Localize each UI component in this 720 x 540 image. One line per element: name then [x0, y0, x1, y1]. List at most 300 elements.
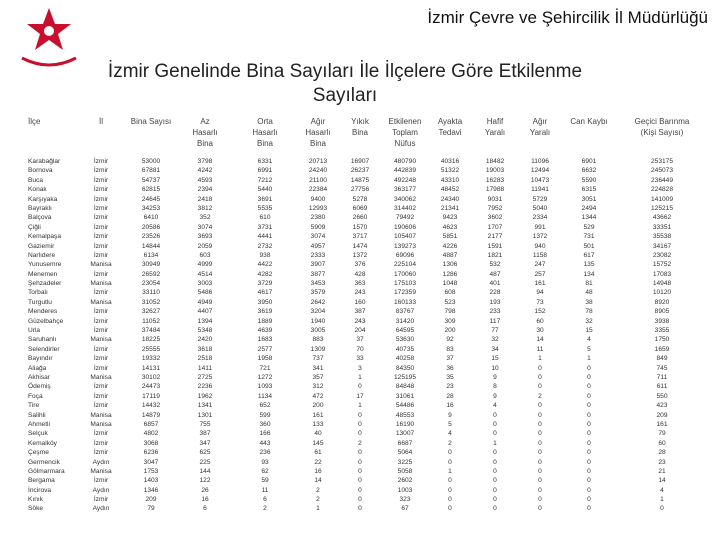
table-cell: 0 — [587, 439, 591, 447]
table-cell: 15 — [491, 355, 499, 363]
table-cell: 0 — [448, 486, 452, 494]
table-cell: 1707 — [487, 223, 503, 231]
table-row — [0, 213, 720, 222]
table-cell: 1821 — [487, 251, 503, 259]
table-cell: 190606 — [393, 223, 416, 231]
table-cell: 1341 — [197, 402, 213, 410]
table-row — [0, 364, 720, 373]
table-cell: 27756 — [350, 186, 370, 194]
table-cell: 36 — [446, 364, 454, 372]
table-row — [0, 448, 720, 457]
table-cell: 18225 — [141, 336, 161, 344]
table-cell: 16 — [446, 402, 454, 410]
table-cell: 2 — [538, 392, 542, 400]
table-cell: 247 — [534, 261, 546, 269]
table-cell: 60 — [536, 317, 544, 325]
table-cell: 347 — [199, 439, 211, 447]
table-cell: 3051 — [581, 195, 597, 203]
table-cell: 0 — [538, 496, 542, 504]
table-cell: İzmir — [93, 345, 109, 353]
table-cell: 0 — [358, 458, 362, 466]
table-cell: 0 — [493, 486, 497, 494]
table-cell: 323 — [399, 496, 411, 504]
table-cell: 0 — [358, 411, 362, 419]
table-cell: 1372 — [532, 233, 548, 241]
table-cell: İzmir — [93, 176, 109, 184]
table-cell: Karşıyaka — [28, 195, 58, 203]
table-cell: 1570 — [352, 223, 368, 231]
table-cell: 53000 — [141, 158, 161, 165]
table-cell: Manisa — [90, 298, 112, 306]
table-row — [0, 326, 720, 335]
table-cell: 16283 — [485, 176, 505, 184]
table-cell: 314402 — [393, 204, 416, 212]
table-cell: Bornova — [28, 167, 53, 175]
table-cell: Söke — [28, 505, 44, 513]
table-cell: 161 — [656, 420, 668, 428]
table-cell: 423 — [656, 402, 668, 410]
table-cell: 2420 — [197, 336, 213, 344]
table-cell: 0 — [587, 420, 591, 428]
table-cell: 1889 — [257, 317, 273, 325]
column-header: Bina Sayısı — [130, 117, 172, 126]
table-cell: 3731 — [257, 223, 273, 231]
table-cell: 20713 — [308, 158, 328, 165]
table-cell: İzmir — [93, 270, 109, 278]
table-cell: 31420 — [395, 317, 415, 325]
table-cell: 1403 — [143, 477, 159, 485]
table-cell: 79492 — [395, 214, 415, 222]
table-cell: 2059 — [197, 242, 213, 250]
table-cell: 341 — [312, 364, 324, 372]
table-cell: 428 — [354, 270, 366, 278]
table-cell: Saruhanlı — [28, 336, 57, 344]
table-cell: 652 — [259, 402, 271, 410]
table-row — [0, 176, 720, 185]
table-cell: 312 — [312, 383, 324, 391]
table-cell: 8920 — [654, 298, 670, 306]
table-cell: 5909 — [310, 223, 326, 231]
table-cell: 443 — [259, 439, 271, 447]
table-cell: 938 — [259, 251, 271, 259]
table-cell: 3691 — [257, 195, 273, 203]
table-cell: İzmir — [93, 233, 109, 241]
table-cell: 3619 — [257, 308, 273, 316]
table-cell: 62 — [261, 467, 269, 475]
table-cell: 166 — [259, 430, 271, 438]
table-cell: İzmir — [93, 308, 109, 316]
table-cell: 2660 — [352, 214, 368, 222]
table-cell: 3 — [358, 364, 362, 372]
table-cell: 152 — [534, 308, 546, 316]
table-cell: İzmir — [93, 449, 109, 457]
table-cell: 1474 — [352, 242, 368, 250]
table-row — [0, 458, 720, 467]
column-header: Hafif Yaralı — [484, 117, 506, 137]
table-cell: 139273 — [393, 242, 416, 250]
table-cell: 3579 — [310, 289, 326, 297]
table-cell: 30949 — [141, 261, 161, 269]
table-cell: Selçuk — [28, 430, 48, 438]
table-cell: 14875 — [350, 176, 370, 184]
table-cell: 6069 — [352, 204, 368, 212]
table-cell: 17 — [356, 392, 364, 400]
table-cell: 6410 — [143, 214, 159, 222]
table-cell: 245073 — [650, 167, 673, 175]
table-cell: 5348 — [197, 327, 213, 335]
table-cell: Manisa — [90, 420, 112, 428]
table-cell: 26592 — [141, 270, 161, 278]
table-cell: İzmir — [93, 167, 109, 175]
table-cell: 1272 — [257, 373, 273, 381]
table-cell: 6991 — [257, 167, 273, 175]
table-cell: 4422 — [257, 261, 273, 269]
table-row — [0, 354, 720, 363]
table-cell: 21341 — [440, 204, 460, 212]
table-cell: 14432 — [141, 402, 161, 410]
table-cell: 3355 — [654, 327, 670, 335]
table-cell: 3003 — [197, 280, 213, 288]
table-cell: 0 — [358, 449, 362, 457]
table-cell: 31061 — [395, 392, 415, 400]
table-cell: 0 — [587, 486, 591, 494]
table-cell: 0 — [493, 467, 497, 475]
table-cell: 2 — [263, 505, 267, 513]
table-cell: 4 — [587, 336, 591, 344]
table-cell: 11 — [536, 345, 544, 353]
table-cell: 3204 — [310, 308, 326, 316]
table-cell: 0 — [538, 505, 542, 513]
table-cell: 59 — [261, 477, 269, 485]
table-cell: 11096 — [531, 158, 549, 165]
table-cell: 1940 — [310, 317, 326, 325]
table-cell: 224828 — [650, 186, 673, 194]
table-cell: 1048 — [442, 280, 458, 288]
table-cell: 23054 — [141, 280, 161, 288]
table-cell: 2 — [316, 486, 320, 494]
table-cell: 0 — [538, 439, 542, 447]
table-cell: Menemen — [28, 270, 58, 278]
table-cell: 1683 — [257, 336, 273, 344]
table-cell: 79 — [147, 505, 155, 513]
table-cell: İzmir — [93, 402, 109, 410]
table-cell: 0 — [448, 458, 452, 466]
table-cell: 14948 — [652, 280, 672, 288]
table-cell: İzmir — [93, 477, 109, 485]
table-cell: 1591 — [487, 242, 503, 250]
table-cell: 32 — [585, 317, 593, 325]
table-cell: 16 — [201, 496, 209, 504]
table-cell: Manisa — [90, 261, 112, 269]
table-cell: 78 — [585, 308, 593, 316]
column-header: Can Kaybı — [570, 117, 608, 126]
table-cell: 1 — [493, 439, 497, 447]
table-cell: 2177 — [487, 233, 503, 241]
table-cell: 5064 — [397, 449, 413, 457]
table-cell: 32627 — [141, 308, 161, 316]
table-cell: 4 — [493, 402, 497, 410]
column-header: İlçe — [28, 117, 41, 126]
table-cell: 7952 — [487, 204, 503, 212]
table-cell: 1753 — [143, 467, 159, 475]
table-cell: Ödemiş — [28, 383, 51, 391]
table-cell: 1093 — [257, 383, 273, 391]
table-cell: 70 — [356, 345, 364, 353]
table-cell: 23526 — [141, 233, 161, 241]
table-cell: 125195 — [393, 373, 416, 381]
table-cell: 54486 — [395, 402, 415, 410]
table-cell: 14 — [314, 477, 322, 485]
table-cell: 170060 — [393, 270, 416, 278]
table-row — [0, 373, 720, 382]
table-cell: 161 — [534, 280, 546, 288]
column-header: Geçici Barınma (Kişi Sayısı) — [634, 117, 690, 137]
table-cell: 200 — [444, 327, 456, 335]
table-cell: 0 — [538, 477, 542, 485]
table-row — [0, 223, 720, 232]
table-cell: Akhisar — [28, 373, 50, 381]
table-row — [0, 270, 720, 279]
table-cell: 145 — [312, 439, 324, 447]
table-cell: 1 — [316, 505, 320, 513]
table-cell: 4623 — [442, 223, 458, 231]
table-cell: 3225 — [397, 458, 413, 466]
table-cell: 6632 — [581, 167, 597, 175]
table-cell: 0 — [587, 373, 591, 381]
table-cell: 4 — [448, 430, 452, 438]
table-cell: 172359 — [393, 289, 416, 297]
table-row — [0, 476, 720, 485]
column-header: Az Hasarlı Bina — [192, 117, 218, 148]
table-cell: 883 — [312, 336, 324, 344]
table-row — [0, 251, 720, 260]
table-cell: 40735 — [395, 345, 415, 353]
table-cell: 15 — [585, 327, 593, 335]
table-cell: Gölmarmara — [28, 467, 65, 475]
table-cell: 2380 — [310, 214, 326, 222]
table-cell: 2 — [358, 439, 362, 447]
table-cell: 94 — [536, 289, 544, 297]
table-cell: 10120 — [652, 289, 672, 297]
table-cell: 35 — [446, 373, 454, 381]
table-cell: İncirova — [28, 486, 52, 494]
table-cell: Menderes — [28, 308, 58, 316]
table-cell: 387 — [199, 430, 211, 438]
table-cell: Güzelbahçe — [28, 317, 64, 325]
table-cell: İzmir — [93, 364, 109, 372]
table-cell: 67881 — [141, 167, 161, 175]
organization-title: İzmir Çevre ve Şehircilik İl Müdürlüğü — [427, 8, 708, 27]
table-cell: 30 — [536, 327, 544, 335]
table-cell: Tire — [28, 402, 40, 410]
table-cell: 79 — [658, 430, 666, 438]
table-cell: 6857 — [143, 420, 159, 428]
table-cell: 48553 — [395, 411, 415, 419]
table-cell: 731 — [583, 233, 595, 241]
table-cell: 20586 — [141, 223, 161, 231]
table-cell: 550 — [656, 392, 668, 400]
table-cell: 16907 — [350, 158, 370, 165]
table-cell: 5590 — [581, 176, 597, 184]
table-row — [0, 260, 720, 269]
table-cell: 93 — [261, 458, 269, 466]
table-cell: 243 — [354, 289, 366, 297]
table-cell: 755 — [199, 420, 211, 428]
table-row — [0, 335, 720, 344]
table-cell: 8 — [493, 383, 497, 391]
table-cell: 61 — [314, 449, 322, 457]
table-cell: 2494 — [581, 204, 597, 212]
table-cell: 721 — [259, 364, 271, 372]
table-cell: 611 — [656, 383, 668, 391]
table-cell: 309 — [444, 317, 456, 325]
table-cell: 0 — [538, 467, 542, 475]
table-cell: 1286 — [442, 270, 458, 278]
table-cell: 30102 — [141, 373, 161, 381]
table-cell: 0 — [587, 477, 591, 485]
table-cell: 53630 — [395, 336, 415, 344]
table-cell: 0 — [448, 496, 452, 504]
table-cell: İzmir — [93, 242, 109, 250]
table-cell: 0 — [358, 420, 362, 428]
table-row — [0, 439, 720, 448]
table-cell: 193 — [489, 298, 501, 306]
table-cell: 10473 — [530, 176, 550, 184]
table-cell: 5278 — [352, 195, 368, 203]
table-cell: 33110 — [142, 289, 160, 297]
table-cell: 144 — [199, 467, 211, 475]
table-cell: Manisa — [90, 280, 112, 288]
table-row — [0, 204, 720, 213]
table-cell: 4887 — [442, 251, 458, 259]
table-cell: 0 — [587, 467, 591, 475]
table-cell: 711 — [656, 373, 668, 381]
table-cell: 0 — [538, 458, 542, 466]
table-cell: 84350 — [395, 364, 415, 372]
table-cell: 9 — [493, 392, 497, 400]
table-cell: 401 — [489, 280, 501, 288]
table-cell: İzmir — [93, 496, 109, 504]
table-cell: İzmir — [93, 317, 109, 325]
table-cell: 4226 — [442, 242, 458, 250]
table-cell: İzmir — [93, 289, 109, 297]
table-cell: 0 — [587, 364, 591, 372]
table-cell: Aliağa — [28, 364, 47, 372]
table-cell: 2642 — [310, 298, 326, 306]
table-cell: 209 — [656, 411, 668, 419]
table-cell: 3047 — [143, 458, 159, 466]
table-cell: 69096 — [395, 251, 415, 259]
table-cell: 9 — [448, 411, 452, 419]
column-header: Orta Hasarlı Bina — [252, 117, 278, 148]
table-cell: 0 — [358, 496, 362, 504]
table-cell: 849 — [656, 355, 668, 363]
table-cell: 6315 — [581, 186, 597, 194]
table-cell: 1344 — [581, 214, 597, 222]
table-cell: 19003 — [485, 167, 505, 175]
table-cell: 1 — [448, 467, 452, 475]
table-cell: 940 — [534, 242, 546, 250]
table-cell: 38 — [585, 298, 593, 306]
column-header: Ayakta Tedavi — [437, 117, 463, 137]
table-cell: Çiğli — [28, 223, 41, 231]
table-row — [0, 504, 720, 513]
column-header: Ağır Hasarlı Bina — [305, 117, 331, 148]
table-cell: 0 — [493, 458, 497, 466]
table-cell: 798 — [444, 308, 456, 316]
table-cell: 0 — [587, 505, 591, 513]
table-cell: Bayraklı — [28, 204, 52, 212]
table-cell: 67 — [401, 505, 409, 513]
table-cell: 6331 — [257, 158, 273, 165]
table-cell: 608 — [444, 289, 456, 297]
table-cell: 34253 — [141, 204, 161, 212]
table-cell: 10 — [491, 364, 499, 372]
table-cell: 225 — [199, 458, 211, 466]
table-cell: 253175 — [650, 158, 673, 165]
table-row — [0, 392, 720, 401]
table-cell: 8905 — [654, 308, 670, 316]
table-cell: 737 — [312, 355, 324, 363]
table-cell: 1158 — [532, 251, 548, 259]
table-cell: 3717 — [352, 233, 368, 241]
table-cell: 991 — [534, 223, 546, 231]
table-cell: 257 — [534, 270, 546, 278]
table-cell: 1346 — [143, 486, 159, 494]
table-row — [0, 195, 720, 204]
table-cell: 84848 — [395, 383, 415, 391]
column-header: Etkilenen Toplam Nüfus — [388, 117, 422, 148]
table-cell: 0 — [358, 477, 362, 485]
table-cell: 17988 — [485, 186, 505, 194]
table-cell: 236449 — [650, 176, 673, 184]
table-cell: 5 — [448, 420, 452, 428]
table-cell: 2518 — [197, 355, 213, 363]
table-cell: 3602 — [487, 214, 503, 222]
table-cell: 0 — [587, 449, 591, 457]
table-cell: 175103 — [393, 280, 416, 288]
table-cell: 352 — [199, 214, 211, 222]
table-cell: 26237 — [350, 167, 370, 175]
table-cell: 105407 — [393, 233, 416, 241]
table-cell: 0 — [538, 373, 542, 381]
table-cell: 442839 — [393, 167, 416, 175]
table-cell: 480790 — [393, 158, 416, 165]
table-cell: 4282 — [257, 270, 273, 278]
table-cell: 1 — [587, 355, 591, 363]
table-cell: 0 — [538, 383, 542, 391]
table-cell: 6687 — [397, 439, 413, 447]
table-cell: 48 — [585, 289, 593, 297]
table-cell: Bayındır — [28, 355, 53, 363]
table-cell: İzmir — [93, 383, 109, 391]
table-cell: 1003 — [397, 486, 413, 494]
table-cell: 501 — [583, 242, 595, 250]
table-cell: 3693 — [197, 233, 213, 241]
table-cell: 2394 — [197, 186, 213, 194]
table-cell: 17119 — [142, 392, 160, 400]
table-cell: 6236 — [143, 449, 159, 457]
table-cell: 233 — [489, 308, 501, 316]
table-cell: Salihli — [28, 411, 46, 419]
table-cell: Torbalı — [28, 289, 48, 297]
table-row — [0, 345, 720, 354]
table-row — [0, 288, 720, 297]
table-cell: 117 — [489, 317, 501, 325]
table-cell: Yunusemre — [28, 261, 62, 269]
table-cell: Manisa — [90, 411, 112, 419]
table-cell: 0 — [493, 477, 497, 485]
